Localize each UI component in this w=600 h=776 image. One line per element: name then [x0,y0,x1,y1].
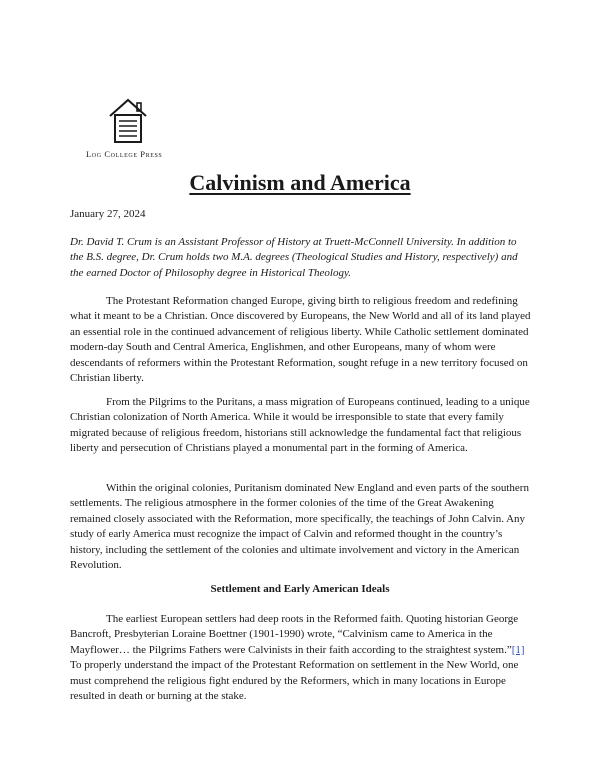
paragraph-text-after-footnote: To properly understand the impact of the Protestant Reformation on settlement in the New World, one must comprehend the religious fight endured by the Reformers, which in many locations in Europe resulted in death or burning at the stake. [70,659,519,703]
paragraph-text-before-footnote: The earliest European settlers had deep roots in the Reformed faith. Quoting historian George Bancroft, Presbyterian Loraine Boettner (1901-1990) wrote, “Calvinism came to America in the Mayflower… the Pilgrims Fathers were Calvinists in their faith according to the straightest system.” [70,613,519,656]
article-date: January 27, 2024 [70,208,146,220]
publisher-name: Log College Press [86,149,163,159]
author-bio: Dr. David T. Crum is an Assistant Professor of History at Truett-McConnell University. In addition to the B.S. degree, Dr. Crum holds two M.A. degrees (Theological Studies and History, respectively) and the earned Doctor of Philosophy degree in Historical Theology. [70,236,518,279]
body-paragraph-2: From the Pilgrims to the Puritans, a mass migration of Europeans continued, leading to a unique Christian colonization of North America. While it would be irresponsible to state that every family migrated because of religious freedom, historians still acknowledge the fundamental fact that religious liberty and persecution of Christians played a monumental part in the forming of America. [70,396,530,455]
house-document-icon [108,98,148,144]
body-paragraph-1: The Protestant Reformation changed Europe, giving birth to religious freedom and redefining what it meant to be a Christian. Once discovered by Europeans, the New World and all of its land played an essential role in the continued advancement of religious liberty. While Catholic settlement dominated modern-day South and Central America, Englishmen, and other Europeans, many of whom were descendants of reformers within the Protestant Reformation, sought refuge in a new territory focused on Christian liberty. [70,295,531,385]
article-title: Calvinism and America [189,170,411,195]
footnote-link[interactable]: [1] [511,643,525,656]
body-paragraph-4 [70,612,532,704]
section-heading: Settlement and Early American Ideals [210,583,390,595]
body-paragraph-3: Within the original colonies, Puritanism dominated New England and even parts of the southern settlements. The religious atmosphere in the former colonies of the time of the Great Awakening remained closely associated with the Reformation, more specifically, the teachings of John Calvin. Any study of early America must recognize the impact of Calvin and reformed thought in the country’s history, including the settlement of the colonies and ultimate involvement and victory in the American Revolution. [70,482,529,572]
